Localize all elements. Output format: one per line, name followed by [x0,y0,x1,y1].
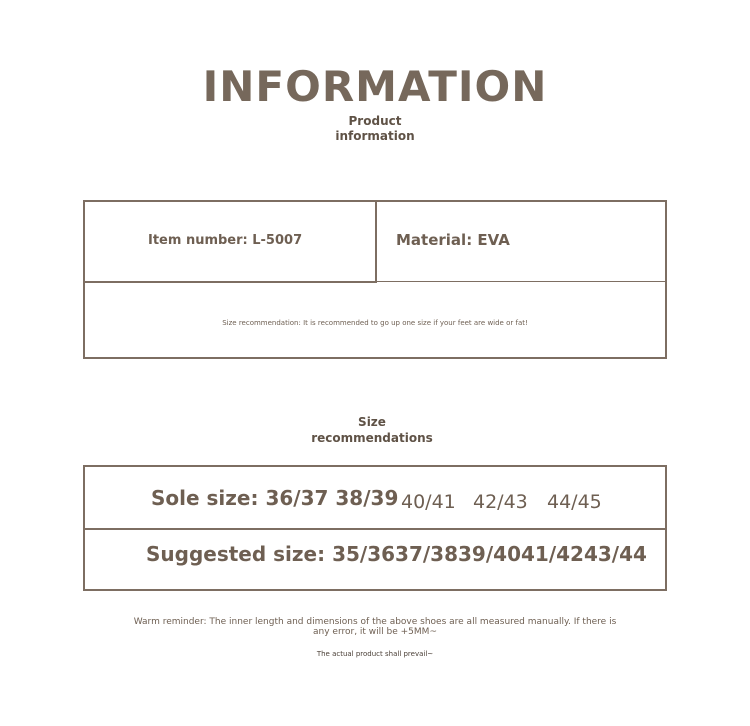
subtitle-line-2: information [335,129,415,143]
subtitle-line-1: Product [348,114,402,128]
sole-size-44-45: 44/45 [547,491,602,513]
size-table-divider [85,528,665,530]
size-heading-line-2: recommendations [311,431,433,445]
sole-size-42-43: 42/43 [473,491,528,513]
item-number-text: Item number: L-5007 [148,233,303,248]
size-table [83,465,667,591]
sole-size-text: Sole size: 36/37 38/39 [151,486,399,510]
size-recommendation-text: Size recommendation: It is recommended to go up one size if your feet are wide or fat! [222,319,528,327]
sole-size-40-41: 40/41 [401,491,456,513]
prevail-note: The actual product shall prevail~ [316,650,434,658]
table-row-divider [377,281,667,282]
product-info-table [83,200,667,359]
suggested-size-text: Suggested size: 35/3637/3839/4041/4243/44 [146,542,647,566]
page-subtitle [0,114,750,144]
material-text: Material: EVA [396,231,510,249]
item-number-cell [85,202,377,283]
size-recommendations-heading [0,414,744,446]
page-title: INFORMATION [202,62,548,111]
warm-reminder-text: Warm reminder: The inner length and dimensions of the above shoes are all measured manually. If there is any error, it will be +5MM~ [133,617,617,637]
size-heading-line-1: Size [358,415,386,429]
